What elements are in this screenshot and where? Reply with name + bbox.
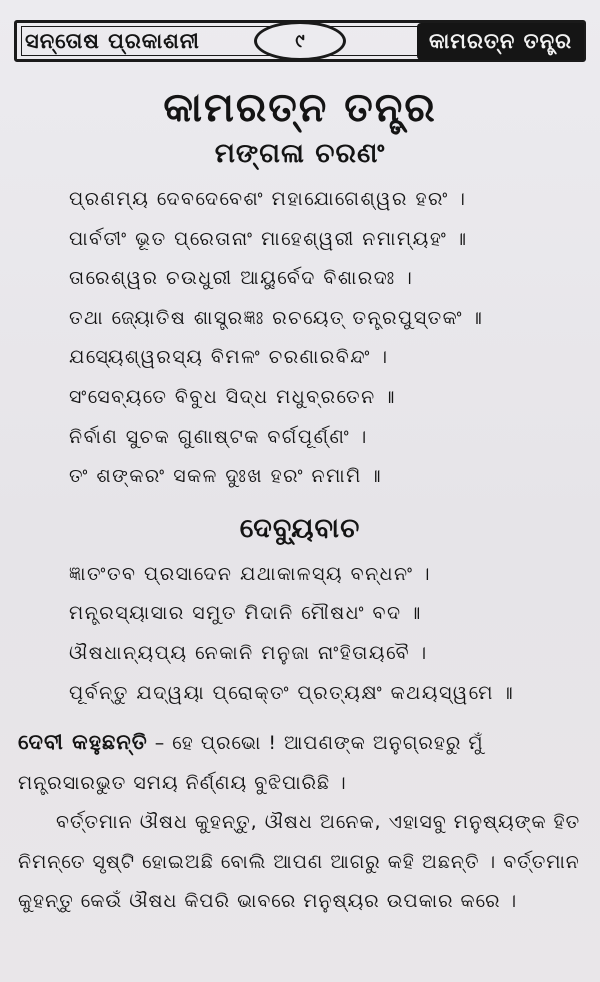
verse-line: ଔଷଧାନ୍ୟପ୍ୟ ନେକାନି ମନୁଜା ନାଂହିତାୟବୈ । <box>69 641 428 664</box>
publisher-name: ସନ୍ତୋଷ ପ୍ରକାଶନୀ <box>25 28 200 53</box>
speaker-label: ଦେବୀ କହୁଛନ୍ତି <box>18 730 148 755</box>
page-number: ୯ <box>254 21 346 61</box>
verse-list-devyuvacha <box>14 555 586 713</box>
verse-line: ମନ୍ତ୍ରସ୍ୟାସାର ସମୁତ ମିଦାନି ମୌଷଧଂ ବଦ ॥ <box>69 602 422 625</box>
prose-paragraph <box>18 723 582 803</box>
book-title: କାମରତ୍ନ ତନ୍ତ୍ର <box>163 85 437 131</box>
verse-line: ସଂସେବ୍ୟତେ ବିବୁଧ ସିଦ୍ଧ ମଧୁବ୍ରତେନ ॥ <box>69 385 396 408</box>
verse-line: ପୂର୍ବନ୍ତୁ ଯଦ୍ୱୟା ପ୍ରୋକ୍ତଂ ପ୍ରତ୍ୟକ୍ଷଂ କଥୟସ୍ୱମେ ॥ <box>69 681 515 704</box>
verse-line: ପ୍ରଣମ୍ୟ ଦେବଦେବେଶଂ ମହାଯୋଗେଶ୍ୱର ହରଂ । <box>69 188 467 210</box>
section-heading-devyuvacha: ଦେବ୍ୟୁବାଚ <box>239 512 361 544</box>
page-header <box>14 20 586 62</box>
verse-line: ଜ୍ଞାତଂତବ ପ୍ରସାଦେନ ଯଥାକାଳସ୍ୟ ବନ୍ଧନଂ । <box>69 562 432 585</box>
prose-paragraph: ବର୍ତ୍ତମାନ ଔଷଧ କୁହନ୍ତୁ, ଔଷଧ ଅନେକ, ଏହାସବୁ ମନୁଷ୍ୟଙ୍କ ହିତ ନିମନ୍ତେ ସୃଷ୍ଟି ହୋଇଅଛି ବୋଲି ଆପଣ ଆଗରୁ କହି ଅଛନ୍ତି । ବର୍ତ୍ତମାନ କୁହନ୍ତୁ କେଉଁ ଔଷଧ କିପରି ଭାବରେ ମନୁଷ୍ୟର ଉପକାର କରେ । <box>18 811 581 913</box>
verse-line: ତାରେଶ୍ୱର ଚଉଧୁରୀ ଆୟୁର୍ବେଦ ବିଶାରଦଃ । <box>69 267 414 290</box>
section-heading-mangala-charan: ମଙ୍ଗଳା ଚରଣଂ <box>214 138 386 169</box>
verse-list-mangala-charan <box>14 180 586 497</box>
verse-line: ତଥା ଜ୍ୟୋତିଷ ଶାସ୍ତ୍ରଜ୍ଞଃ ରଚୟେତ୍ ତନ୍ତ୍ରପୁସ୍ତକଂ ॥ <box>69 306 484 329</box>
verse-line: ଯସ୍ୟେଶ୍ୱରସ୍ୟ ବିମଳଂ ଚରଣାରବିନ୍ଦଂ । <box>69 346 389 369</box>
verse-line: ନିର୍ବାଣ ସୁଚକ ଗୁଣାଷ୍ଟକ ବର୍ଗପୂର୍ଣ୍ଣଂ । <box>69 425 368 448</box>
running-title: କାମରତ୍ନ ତନ୍ତ୍ର <box>417 23 584 60</box>
verse-line: ପାର୍ବତୀଂ ଭୂତ ପ୍ରେତାନାଂ ମାହେଶ୍ୱରୀ ନମାମ୍ୟହଂ ॥ <box>69 227 468 250</box>
prose-text: – ହେ ପ୍ରଭୋ ! ଆପଣଙ୍କ ଅନୁଗ୍ରହରୁ ମୁଁ ମନ୍ତ୍ରସାରଭୁତ ସମୟ ନିର୍ଣ୍ଣୟ ବୁଝିପାରିଛି । <box>18 732 484 794</box>
prose-body <box>14 723 586 922</box>
verse-line: ତଂ ଶଙ୍କରଂ ସକଳ ଦୁଃଖ ହରଂ ନମାମି ॥ <box>69 465 383 488</box>
